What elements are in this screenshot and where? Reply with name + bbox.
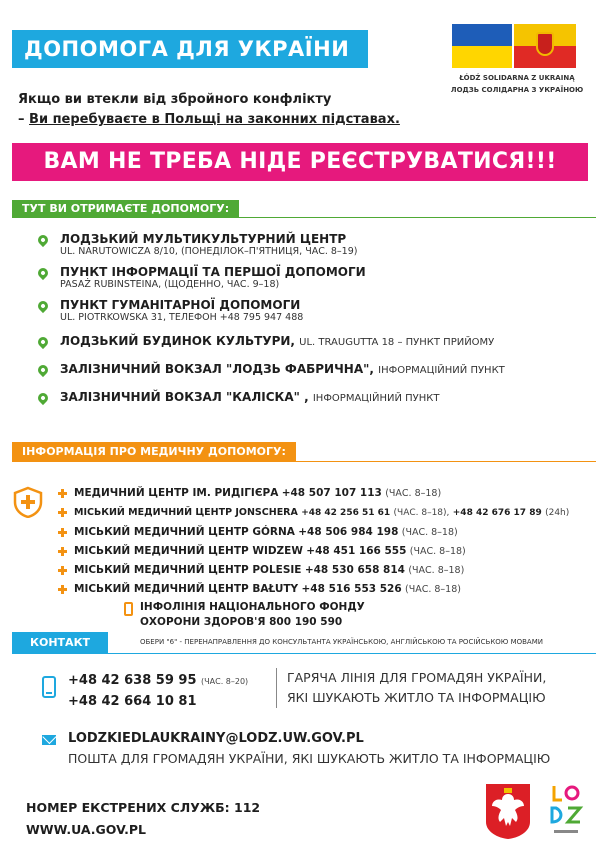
center-hours: (ЧАС. 8–18)	[385, 488, 442, 499]
location-pin-icon	[36, 363, 50, 377]
contact-phone-2[interactable]: +48 42 664 10 81	[68, 694, 197, 709]
nfz-hotline-line-1: ІНФОЛІНІЯ НАЦІОНАЛЬНОГО ФОНДУ	[140, 601, 365, 613]
list-item	[56, 542, 596, 561]
contact-email[interactable]: LODZKIEDLAUKRAINY@LODZ.UW.GOV.PL	[68, 731, 364, 746]
place-name: ЗАЛІЗНИЧНИЙ ВОКЗАЛ "КАЛІСКА" ,	[60, 390, 309, 404]
medical-shield-icon	[12, 486, 44, 518]
location-pin-icon	[36, 391, 50, 405]
place-name: ПУНКТ ГУМАНІТАРНОЇ ДОПОМОГИ	[60, 298, 301, 312]
medical-section-label: ІНФОРМАЦІЯ ПРО МЕДИЧНУ ДОПОМОГУ:	[12, 442, 296, 462]
phone-icon	[124, 602, 133, 616]
place-name: ЛОДЗЬКИЙ БУДИНОК КУЛЬТУРИ,	[60, 334, 295, 348]
intro-line-1: Якщо ви втекли від збройного конфлікту	[18, 92, 332, 107]
center-name: МЕДИЧНИЙ ЦЕНТР ІМ. РИДІГІЄРА	[74, 487, 279, 499]
medical-centers-list	[56, 484, 596, 599]
contact-phone-1[interactable]: +48 42 638 59 95	[68, 673, 197, 688]
list-item	[56, 503, 596, 523]
solidarity-line-polish: ŁÓDŹ SOLIDARNA Z UKRAINĄ	[459, 74, 575, 82]
contact-email-description: ПОШТА ДЛЯ ГРОМАДЯН УКРАЇНИ, ЯКІ ШУКАЮТЬ ЖИТЛО ТА ІНФОРМАЦІЮ	[68, 751, 551, 766]
center-phone: +48 506 984 198	[298, 526, 399, 538]
medical-cross-icon	[58, 566, 67, 575]
location-pin-icon	[36, 335, 50, 349]
center-phone: +48 507 107 113	[281, 487, 382, 499]
list-item	[36, 232, 596, 258]
list-item	[36, 298, 596, 324]
center-hours-24h: (24h)	[545, 508, 570, 518]
nfz-hotline	[140, 600, 600, 630]
help-section-divider	[12, 217, 596, 218]
center-phone: +48 530 658 814	[304, 564, 405, 576]
location-pin-icon	[36, 299, 50, 313]
lodz-city-logo-icon	[546, 782, 586, 838]
list-item	[56, 561, 596, 580]
contact-phone-hours: (ЧАС. 8–20)	[201, 677, 249, 686]
website-link[interactable]: WWW.UA.GOV.PL	[26, 822, 147, 837]
contact-hotline-description	[276, 668, 566, 708]
help-section-header	[0, 200, 596, 218]
location-pin-icon	[36, 266, 50, 280]
place-detail: UL. TRAUGUTTA 18 – ПУНКТ ПРИЙОМУ	[299, 337, 495, 348]
emergency-number: НОМЕР ЕКСТРЕНИХ СЛУЖБ: 112	[26, 800, 261, 815]
help-places-list	[36, 232, 596, 413]
center-name: МІСЬКИЙ МЕДИЧНИЙ ЦЕНТР WIDZEW	[74, 545, 303, 557]
place-detail: UL. PIOTRKOWSKA 31, ТЕЛЕФОН +48 795 947 488	[60, 312, 304, 323]
place-detail: ІНФОРМАЦІЙНИЙ ПУНКТ	[312, 393, 440, 404]
contact-section-divider	[12, 653, 596, 654]
list-item	[56, 580, 596, 599]
nfz-hotline-note: ОБЕРИ "6" - ПЕРЕНАПРАВЛЕННЯ ДО КОНСУЛЬТАНТА УКРАЇНСЬКОЮ, АНГЛІЙСЬКОЮ ТА РОСІЙСЬКОЮ МОВАМИ	[140, 638, 543, 646]
list-item	[36, 334, 596, 350]
place-name: ПУНКТ ІНФОРМАЦІЇ ТА ПЕРШОЇ ДОПОМОГИ	[60, 265, 366, 279]
place-name-row	[60, 390, 596, 406]
center-phone-24h: +48 42 676 17 89	[452, 508, 542, 518]
place-detail: UL. NARUTOWICZA 8/10, (ПОНЕДІЛОК–П'ЯТНИЦЯ, ЧАС. 8–19)	[60, 246, 358, 257]
help-section-label: ТУТ ВИ ОТРИМАЄТЕ ДОПОМОГУ:	[12, 200, 239, 218]
list-item	[56, 523, 596, 542]
intro-legal-status: Ви перебуваєте в Польщі на законних підставах.	[29, 112, 400, 127]
place-name-row	[60, 334, 596, 350]
ukraine-flag-icon	[452, 24, 512, 68]
medical-section-divider	[12, 461, 596, 462]
contact-phones	[68, 671, 278, 712]
place-detail: PASAŻ RUBINSTEINA, (ЩОДЕННО, ЧАС. 9–18)	[60, 279, 280, 290]
intro-text	[18, 90, 478, 130]
center-name: МІСЬКИЙ МЕДИЧНИЙ ЦЕНТР BAŁUTY	[74, 583, 299, 595]
solidarity-line-ukrainian: ЛОДЗЬ СОЛІДАРНА З УКРАЇНОЮ	[450, 86, 584, 94]
polish-eagle-emblem-icon	[484, 782, 532, 840]
list-item	[36, 362, 596, 378]
mail-icon	[42, 735, 56, 745]
medical-cross-icon	[58, 585, 67, 594]
medical-section-header	[0, 442, 596, 462]
center-phone: +48 42 256 51 61	[301, 508, 391, 518]
contact-section-label: КОНТАКТ	[12, 632, 108, 654]
lodz-flag-icon	[514, 24, 576, 68]
center-hours: (ЧАС. 8–18),	[393, 508, 450, 518]
location-pin-icon	[36, 233, 50, 247]
list-item	[36, 265, 596, 291]
medical-cross-icon	[58, 508, 67, 517]
nfz-hotline-line-2: ОХОРОНИ ЗДОРОВ'Я 800 190 590	[140, 616, 343, 628]
center-name: МІСЬКИЙ МЕДИЧНИЙ ЦЕНТР POLESIE	[74, 564, 302, 576]
center-name: МІСЬКИЙ МЕДИЧНИЙ ЦЕНТР JONSCHERA	[74, 507, 298, 518]
medical-cross-icon	[58, 528, 67, 537]
page-title: ДОПОМОГА ДЛЯ УКРАЇНИ	[12, 30, 368, 68]
list-item	[56, 484, 596, 503]
center-hours: (ЧАС. 8–18)	[404, 584, 461, 595]
center-hours: (ЧАС. 8–18)	[401, 527, 458, 538]
medical-cross-icon	[58, 489, 67, 498]
intro-line-2	[18, 110, 478, 130]
no-registration-banner: ВАМ НЕ ТРЕБА НІДЕ РЕЄСТРУВАТИСЯ!!!	[12, 143, 588, 181]
place-name: ЛОДЗЬКИЙ МУЛЬТИКУЛЬТУРНИЙ ЦЕНТР	[60, 232, 347, 246]
hotline-desc-line-2: ЯКІ ШУКАЮТЬ ЖИТЛО ТА ІНФОРМАЦІЮ	[287, 690, 546, 705]
center-phone: +48 516 553 526	[301, 583, 402, 595]
intro-dash: –	[18, 112, 30, 127]
center-name: МІСЬКИЙ МЕДИЧНИЙ ЦЕНТР GÓRNA	[74, 526, 295, 538]
contact-phone-row-1	[68, 671, 278, 692]
center-phone: +48 451 166 555	[306, 545, 407, 557]
place-name: ЗАЛІЗНИЧНИЙ ВОКЗАЛ "ЛОДЗЬ ФАБРИЧНА",	[60, 362, 374, 376]
smartphone-icon	[42, 676, 56, 698]
hotline-desc-line-1: ГАРЯЧА ЛІНІЯ ДЛЯ ГРОМАДЯН УКРАЇНИ,	[287, 670, 547, 685]
center-hours: (ЧАС. 8–18)	[408, 565, 465, 576]
place-name-row	[60, 362, 596, 378]
place-detail: ІНФОРМАЦІЙНИЙ ПУНКТ	[378, 365, 505, 376]
center-hours: (ЧАС. 8–18)	[409, 546, 466, 557]
medical-cross-icon	[58, 547, 67, 556]
list-item	[36, 390, 596, 406]
